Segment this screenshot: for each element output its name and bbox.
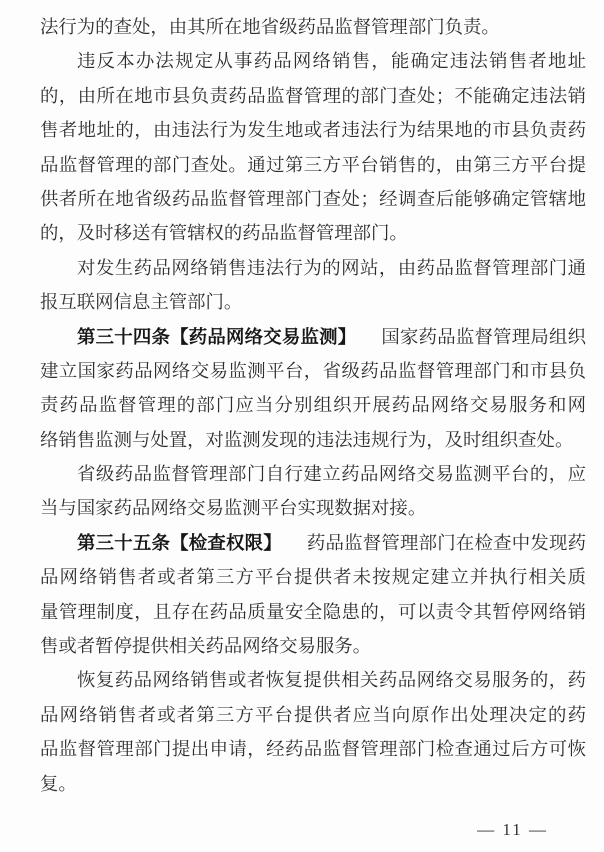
line-text: 国家药品监督管理局组织 (381, 326, 586, 347)
text-line: 当与国家药品网络交易监测平台实现数据对接。 (40, 498, 427, 519)
text-line: 品网络销售者或者第三方平台提供者未按规定建立并执行相关质 (40, 567, 586, 588)
text-line: 售者地址的，由违法行为发生地或者违法行为结果地的市县负责药 (40, 120, 586, 141)
article-heading: 第三十四条【药品网络交易监测】 (77, 326, 357, 347)
text-line: 建立国家药品网络交易监测平台，省级药品监督管理部门和市县负 (40, 360, 586, 381)
article-line (40, 526, 586, 560)
page-number: — 11 — (477, 820, 548, 839)
text-line: 量管理制度，且存在药品质量安全隐患的，可以责令其暂停网络销 (40, 601, 586, 622)
text-line: 品监督管理的部门查处。通过第三方平台销售的，由第三方平台提 (40, 154, 586, 175)
text-line: 恢复药品网络销售或者恢复提供相关药品网络交易服务的，药 (77, 670, 586, 691)
line-text: 药品监督管理部门在检查中发现药 (306, 532, 586, 553)
text-line: 售或者暂停提供相关药品网络交易服务。 (40, 636, 372, 657)
article-heading: 第三十五条【检查权限】 (77, 532, 282, 553)
text-line: 报互联网信息主管部门。 (40, 292, 243, 313)
article-line (40, 320, 586, 354)
text-line: 法行为的查处，由其所在地省级药品监督管理部门负责。 (40, 17, 500, 37)
text-line: 的，由所在地市县负责药品监督管理的部门查处；不能确定违法销 (40, 85, 586, 106)
text-line: 责药品监督管理的部门应当分别组织开展药品网络交易服务和网 (40, 395, 586, 416)
text-line: 品网络销售者或者第三方平台提供者应当向原作出处理决定的药 (40, 704, 586, 725)
text-line: 复。 (40, 773, 77, 794)
text-line: 络销售监测与处置，对监测发现的违法违规行为，及时组织查处。 (40, 429, 574, 450)
text-line: 省级药品监督管理部门自行建立药品网络交易监测平台的，应 (77, 464, 586, 485)
text-line: 的，及时移送有管辖权的药品监督管理部门。 (40, 223, 408, 244)
text-line: 品监督管理部门提出申请，经药品监督管理部门检查通过后方可恢 (40, 739, 586, 760)
text-line: 对发生药品网络销售违法行为的网站，由药品监督管理部门通 (77, 257, 586, 278)
text-line: 供者所在地省级药品监督管理部门查处；经调查后能够确定管辖地 (40, 188, 586, 209)
text-line: 违反本办法规定从事药品网络销售，能确定违法销售者地址 (77, 51, 586, 72)
document-body (40, 10, 586, 801)
